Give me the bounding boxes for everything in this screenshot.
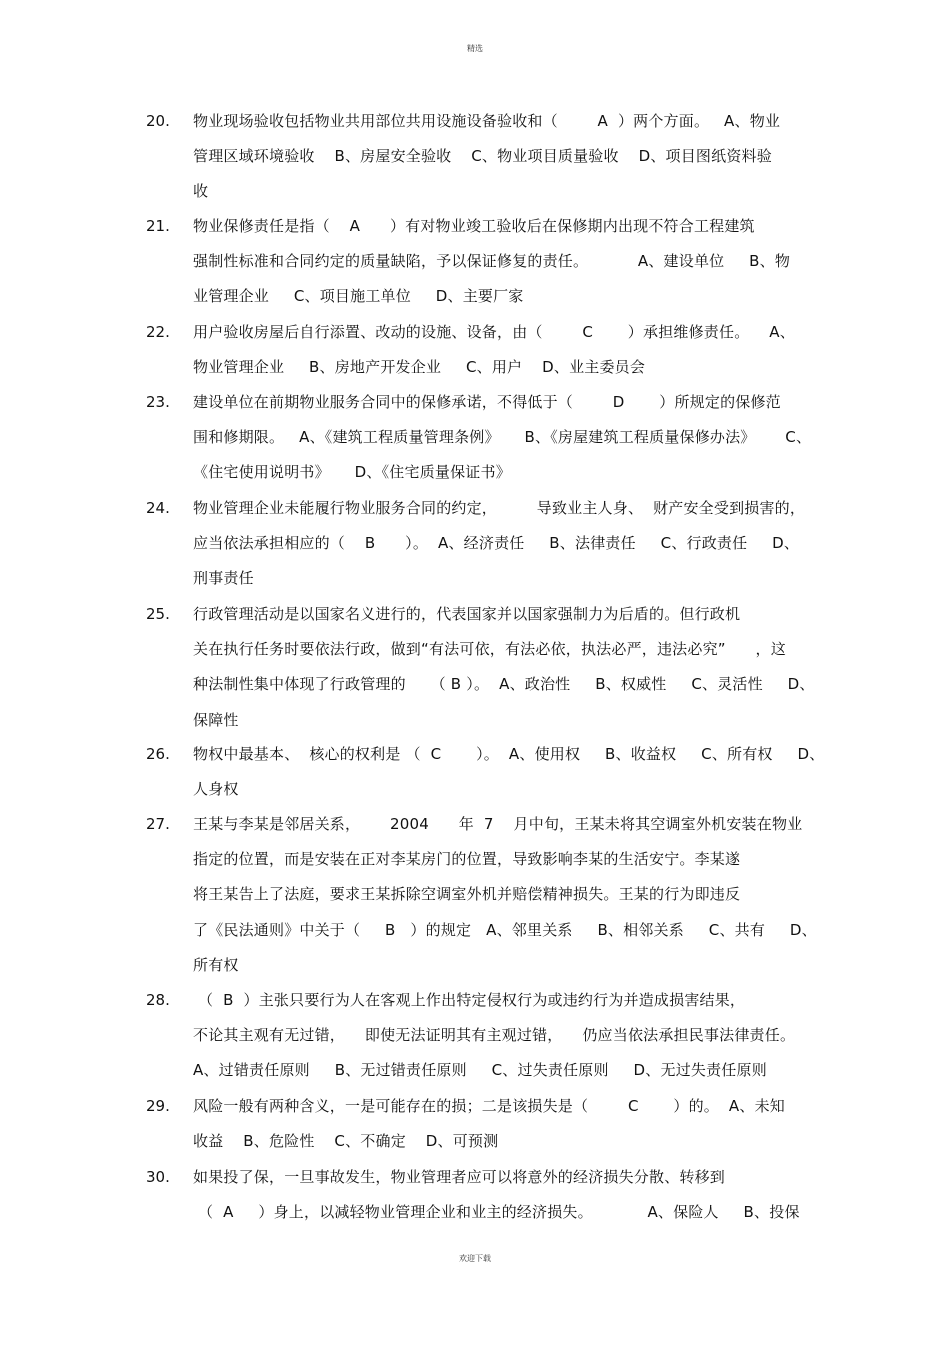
question-text-line: A、过错责任原则 B、无过错责任原则 C、过失责任原则 D、无过失责任原则 (193, 1061, 767, 1079)
question-number: 20. (146, 112, 170, 130)
question-text-line: 指定的位置，而是安装在正对李某房门的位置，导致影响李某的生活安宁。李某遂 (193, 850, 741, 868)
question-number: 24. (146, 499, 170, 517)
question-number: 26. (146, 745, 170, 763)
question-text-line: 不论其主观有无过错， 即使无法证明其有主观过错， 仍应当依法承担民事法律责任。 (193, 1026, 796, 1044)
question-number: 29. (146, 1097, 170, 1115)
question-text-line: 保障性 (193, 711, 239, 729)
question-text-line: 物业管理企业未能履行物业服务合同的约定， 导致业主人身、 财产安全受到损害的， (193, 499, 806, 517)
question-text-line: 所有权 (193, 956, 239, 974)
question-text-line: 围和修期限。 A、《建筑工程质量管理条例》 B、《房屋建筑工程质量保修办法》 C、 (193, 428, 812, 446)
question-text-line: （ A ）身上，以减轻物业管理企业和业主的经济损失。 A、保险人 B、投保 (193, 1203, 800, 1221)
question-text-line: 物业管理企业 B、房地产开发企业 C、用户 D、业主委员会 (193, 358, 646, 376)
question-text-line: 将王某告上了法庭，要求王某拆除空调室外机并赔偿精神损失。王某的行为即违反 (193, 885, 741, 903)
question-text-line: 物业现场验收包括物业共用部位共用设施设备验收和（ A ）两个方面。 A、物业 (193, 112, 781, 130)
question-text-line: 王某与李某是邻居关系， 2004 年 7 月中旬，王某未将其空调室外机安装在物业 (193, 815, 803, 833)
question-number: 27. (146, 815, 170, 833)
question-number: 25. (146, 605, 170, 623)
page-footer: 欢迎下载 (459, 1254, 491, 1263)
question-text-line: 人身权 (193, 780, 239, 798)
question-text-line: 种法制性集中体现了行政管理的 （ B ）。 A、政治性 B、权威性 C、灵活性 D、 (193, 675, 815, 693)
question-text-line: 强制性标准和合同约定的质量缺陷，予以保证修复的责任。 A、建设单位 B、物 (193, 252, 791, 270)
question-text-line: 刑事责任 (193, 569, 254, 587)
question-text-line: 风险一般有两种含义，一是可能存在的损；二是该损失是（ C ）的。 A、未知 (193, 1097, 785, 1115)
question-text-line: 物业保修责任是指（ A ）有对物业竣工验收后在保修期内出现不符合工程建筑 (193, 217, 755, 235)
question-text-line: 应当依法承担相应的（ B ）。 A、经济责任 B、法律责任 C、行政责任 D、 (193, 534, 800, 552)
question-number: 28. (146, 991, 170, 1009)
question-text-line: 行政管理活动是以国家名义进行的，代表国家并以国家强制力为后盾的。但行政机 (193, 605, 741, 623)
question-text-line: 《住宅使用说明书》 D、《住宅质量保证书》 (193, 463, 511, 481)
page-header: 精选 (467, 44, 483, 53)
question-number: 30. (146, 1168, 170, 1186)
question-text-line: 收 (193, 182, 209, 200)
question-text-line: 建设单位在前期物业服务合同中的保修承诺，不得低于（ D ）所规定的保修范 (193, 393, 781, 411)
question-text-line: 业管理企业 C、项目施工单位 D、主要厂家 (193, 287, 524, 305)
question-number: 22. (146, 323, 170, 341)
question-text-line: 物权中最基本、 核心的权利是 （ C ）。 A、使用权 B、收益权 C、所有权 D、 (193, 745, 825, 763)
question-number: 23. (146, 393, 170, 411)
question-text-line: 收益 B、危险性 C、不确定 D、可预测 (193, 1132, 499, 1150)
question-number: 21. (146, 217, 170, 235)
question-text-line: 了《民法通则》中关于（ B ）的规定 A、邻里关系 B、相邻关系 C、共有 D、 (193, 921, 817, 939)
question-text-line: 用户验收房屋后自行添置、改动的设施、设备，由（ C ）承担维修责任。 A、 (193, 323, 795, 341)
question-text-line: 管理区域环境验收 B、房屋安全验收 C、物业项目质量验收 D、项目图纸资料验 (193, 147, 772, 165)
question-text-line: 如果投了保，一旦事故发生，物业管理者应可以将意外的经济损失分散、转移到 (193, 1168, 726, 1186)
question-text-line: （ B ）主张只要行为人在客观上作出特定侵权行为或违约行为并造成损害结果， (193, 991, 746, 1009)
question-text-line: 关在执行任务时要依法行政，做到“有法可依，有法必依，执法必严，违法必究” ，这 (193, 640, 786, 658)
